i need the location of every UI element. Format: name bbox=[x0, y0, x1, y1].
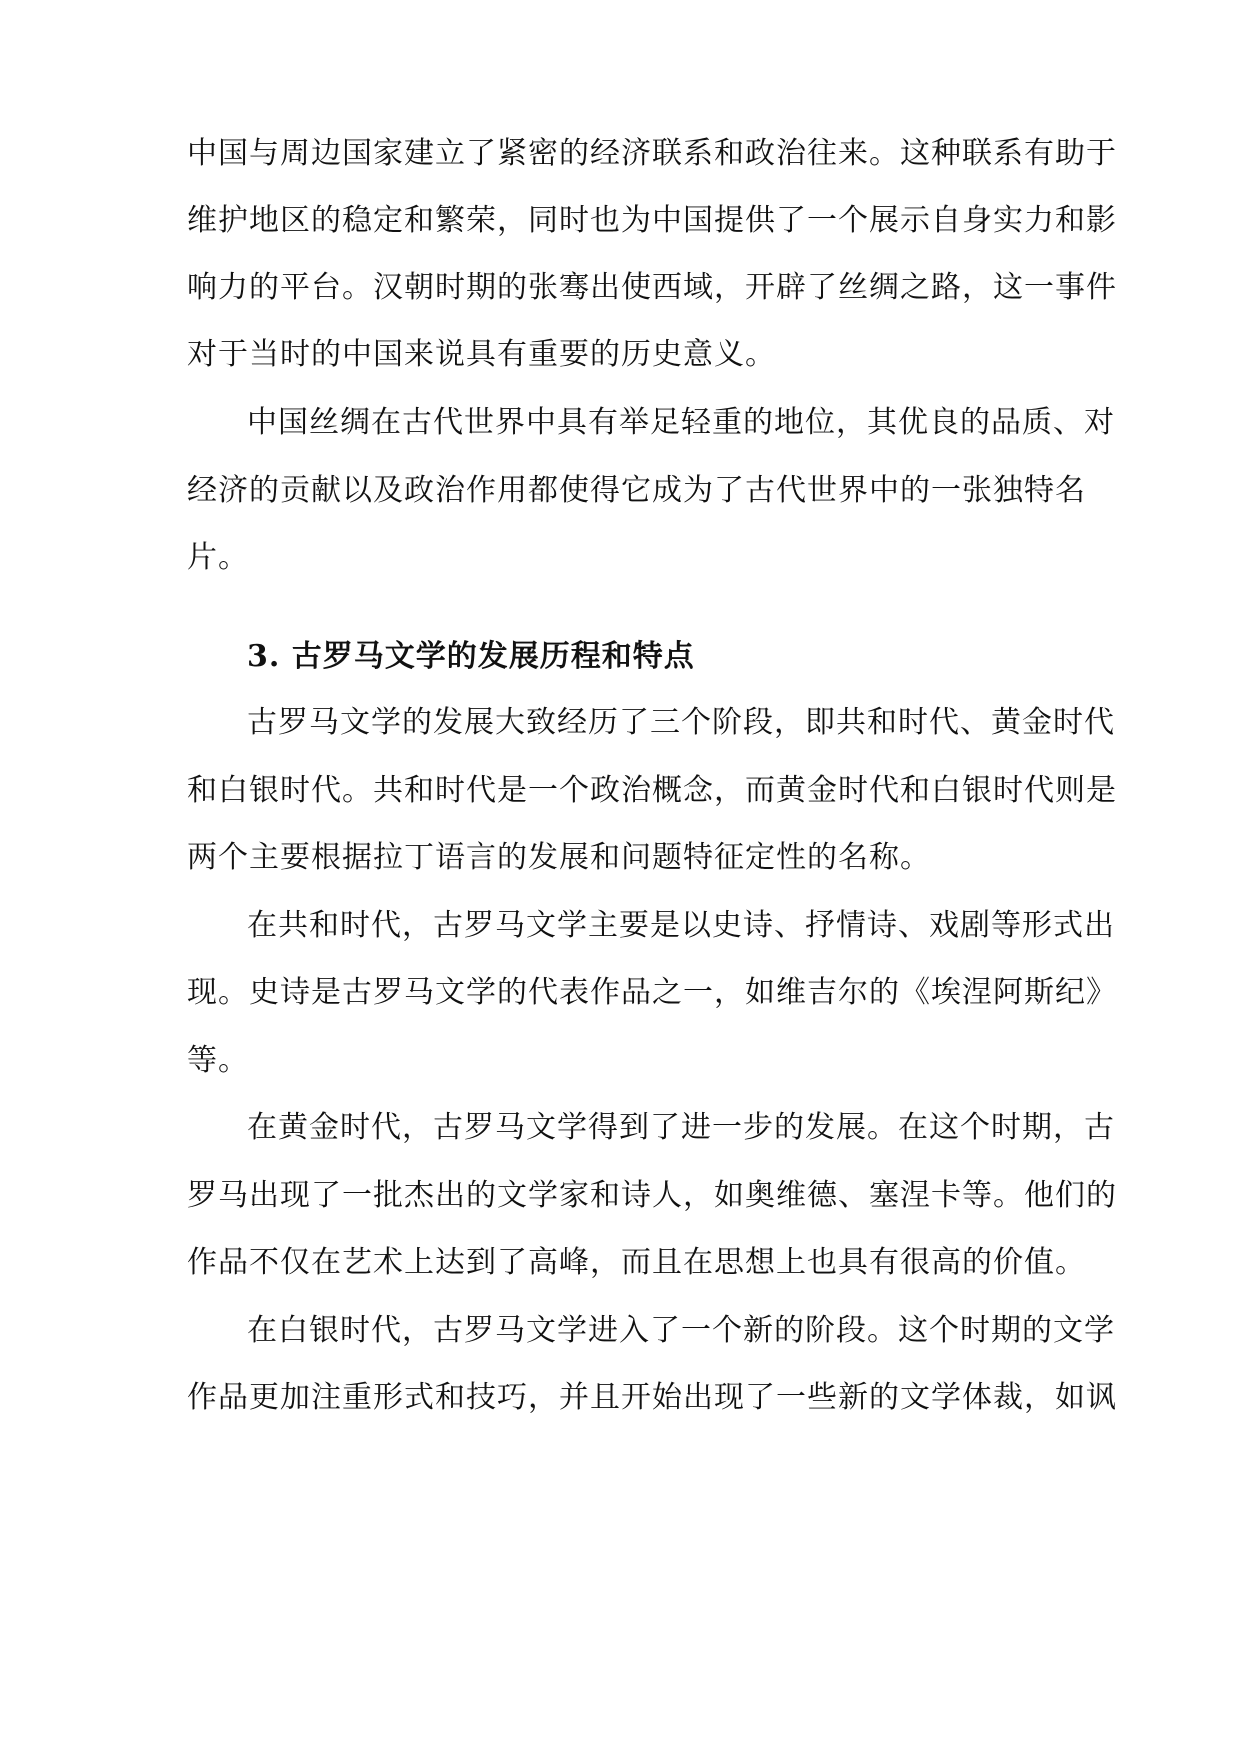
paragraph-line: 罗马出现了一批杰出的文学家和诗人，如奥维德、塞涅卡等。他们的 bbox=[187, 1178, 1117, 1213]
paragraph-line: 在共和时代，古罗马文学主要是以史诗、抒情诗、戏剧等形式出 bbox=[247, 908, 1115, 943]
paragraph-line: 响力的平台。汉朝时期的张骞出使西域，开辟了丝绸之路，这一事件 bbox=[187, 270, 1117, 305]
paragraph-line: 在白银时代，古罗马文学进入了一个新的阶段。这个时期的文学 bbox=[247, 1313, 1115, 1348]
paragraph-line: 等。 bbox=[187, 1043, 249, 1078]
paragraph-line: 古罗马文学的发展大致经历了三个阶段，即共和时代、黄金时代 bbox=[247, 705, 1115, 740]
paragraph-line: 维护地区的稳定和繁荣，同时也为中国提供了一个展示自身实力和影 bbox=[187, 203, 1117, 238]
paragraph-line: 在黄金时代，古罗马文学得到了进一步的发展。在这个时期，古 bbox=[247, 1110, 1115, 1145]
paragraph-line: 对于当时的中国来说具有重要的历史意义。 bbox=[187, 337, 776, 372]
paragraph-line: 作品更加注重形式和技巧，并且开始出现了一些新的文学体裁，如讽 bbox=[187, 1380, 1117, 1415]
paragraph-line: 现。史诗是古罗马文学的代表作品之一，如维吉尔的《埃涅阿斯纪》 bbox=[187, 975, 1117, 1010]
paragraph-line: 中国丝绸在古代世界中具有举足轻重的地位，其优良的品质、对 bbox=[247, 405, 1115, 440]
paragraph-line: 中国与周边国家建立了紧密的经济联系和政治往来。这种联系有助于 bbox=[187, 136, 1117, 171]
paragraph-line: 片。 bbox=[187, 540, 249, 575]
paragraph-line: 经济的贡献以及政治作用都使得它成为了古代世界中的一张独特名 bbox=[187, 473, 1086, 508]
paragraph-line: 作品不仅在艺术上达到了高峰，而且在思想上也具有很高的价值。 bbox=[187, 1245, 1086, 1280]
paragraph-line: 和白银时代。共和时代是一个政治概念，而黄金时代和白银时代则是 bbox=[187, 773, 1117, 808]
section-heading: 3. 古罗马文学的发展历程和特点 bbox=[247, 639, 695, 674]
paragraph-line: 两个主要根据拉丁语言的发展和问题特征定性的名称。 bbox=[187, 840, 931, 875]
